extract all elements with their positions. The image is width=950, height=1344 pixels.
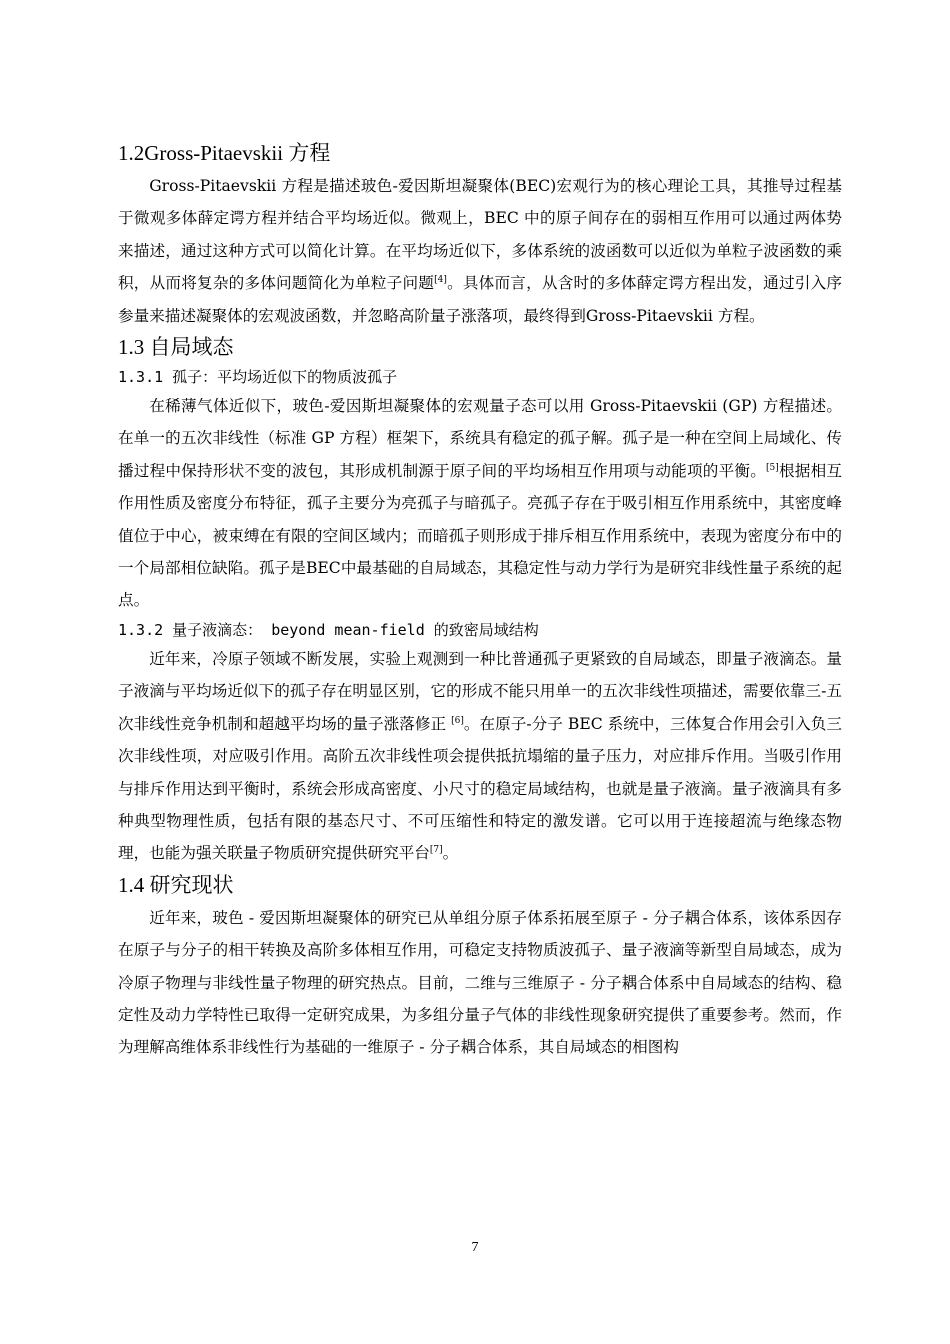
page-number: 7 <box>471 1240 479 1255</box>
citation-ref: [7] <box>429 845 443 856</box>
citation-ref: [6] <box>451 715 464 726</box>
page-content <box>118 138 842 1064</box>
citation-ref: [5] <box>766 462 779 473</box>
section-heading-gp-equation: 1.2Gross-Pitaevskii 方程 <box>118 141 331 165</box>
paragraph-quantum-droplets <box>118 643 842 870</box>
paragraph-text: 。 <box>442 844 459 863</box>
paragraph-text: 。在原子-分子 BEC 系统中，三体复合作用会引入负三次非线性项，对应吸引作用。高阶五次非线性项会提供抵抗塌缩的量子压力，对应排斥作用。当吸引作用与排斥作用达到平衡时，系统会形成高密度、小尺寸的稳定局域结构，也就是量子液滴。量子液滴具有多种典型物理性质，包括有限的基态尺寸、不可压缩性和特定的激发谱。它可以用于连接超流与绝缘态物理，也能为强关联量子物质研究提供研究平台 <box>118 714 842 863</box>
subsection-heading-quantum-droplets: 1.3.2 量子液滴态： beyond mean-field 的致密局域结构 <box>118 620 539 639</box>
paragraph-gp-equation <box>118 170 842 332</box>
paragraph-text: 。具体而言，从含时的多体薛定谔方程出发，通过引入序参量来描述凝聚体的宏观波函数，并忽略高阶量子涨落项，最终得到Gross-Pitaevskii 方程。 <box>118 274 842 325</box>
paragraph-text: 近年来，冷原子领域不断发展，实验上观测到一种比普通孤子更紧致的自局域态，即量子液滴态。量子液滴与平均场近似下的孤子存在明显区别，它的形成不能只用单一的五次非线性项描述，需要依靠三-五次非线性竞争机制和超越平均场的量子涨落修正 <box>118 649 842 733</box>
paragraph-text: 根据相互作用性质及密度分布特征，孤子主要分为亮孤子与暗孤子。亮孤子存在于吸引相互作用系统中，其密度峰值位于中心，被束缚在有限的空间区域内；而暗孤子则形成于排斥相互作用系统中，表现为密度分布中的一个局部相位缺陷。孤子是BEC中最基础的自局域态，其稳定性与动力学行为是研究非线性量子系统的起点。 <box>118 461 842 610</box>
paragraph-text: Gross-Pitaevskii 方程是描述玻色-爱因斯坦凝聚体(BEC)宏观行为的核心理论工具，其推导过程基于微观多体薛定谔方程并结合平均场近似。微观上，BEC 中的原子间存在的弱相互作用可以通过两体势来描述，通过这种方式可以简化计算。在平均场近似下，多体系统的波函数可以近似为单粒子波函数的乘积，从而将复杂的多体问题简化为单粒子问题 <box>118 177 842 293</box>
citation-ref: [4] <box>434 275 447 286</box>
paragraph-research-status: 近年来，玻色 - 爱因斯坦凝聚体的研究已从单组分原子体系拓展至原子 - 分子耦合体系，该体系因存在原子与分子的相干转换及高阶多体相互作用，可稳定支持物质波孤子、量子液滴等新型自局域态，成为冷原子物理与非线性量子物理的研究热点。目前，二维与三维原子 - 分子耦合体系中自局域态的结构、稳定性及动力学特性已取得一定研究成果，为多组分量子气体的非线性现象研究提供了重要参考。然而，作为理解高维体系非线性行为基础的一维原子 - 分子耦合体系，其自局域态的相图构 <box>118 908 842 1057</box>
subsection-heading-solitons: 1.3.1 孤子：平均场近似下的物质波孤子 <box>118 368 398 387</box>
paragraph-text: 在稀薄气体近似下，玻色-爱因斯坦凝聚体的宏观量子态可以用 Gross-Pitaevskii (GP) 方程描述。在单一的五次非线性（标准 GP 方程）框架下，系统具有稳定的孤子解。孤子是一种在空间上局域化、传播过程中保持形状不变的波包，其形成机制源于原子间的平均场相互作用项与动能项的平衡。 <box>118 397 842 480</box>
section-heading-research-status: 1.4 研究现状 <box>118 872 234 897</box>
section-heading-self-localized-states: 1.3 自局域态 <box>118 335 234 360</box>
paragraph-solitons <box>118 390 842 617</box>
